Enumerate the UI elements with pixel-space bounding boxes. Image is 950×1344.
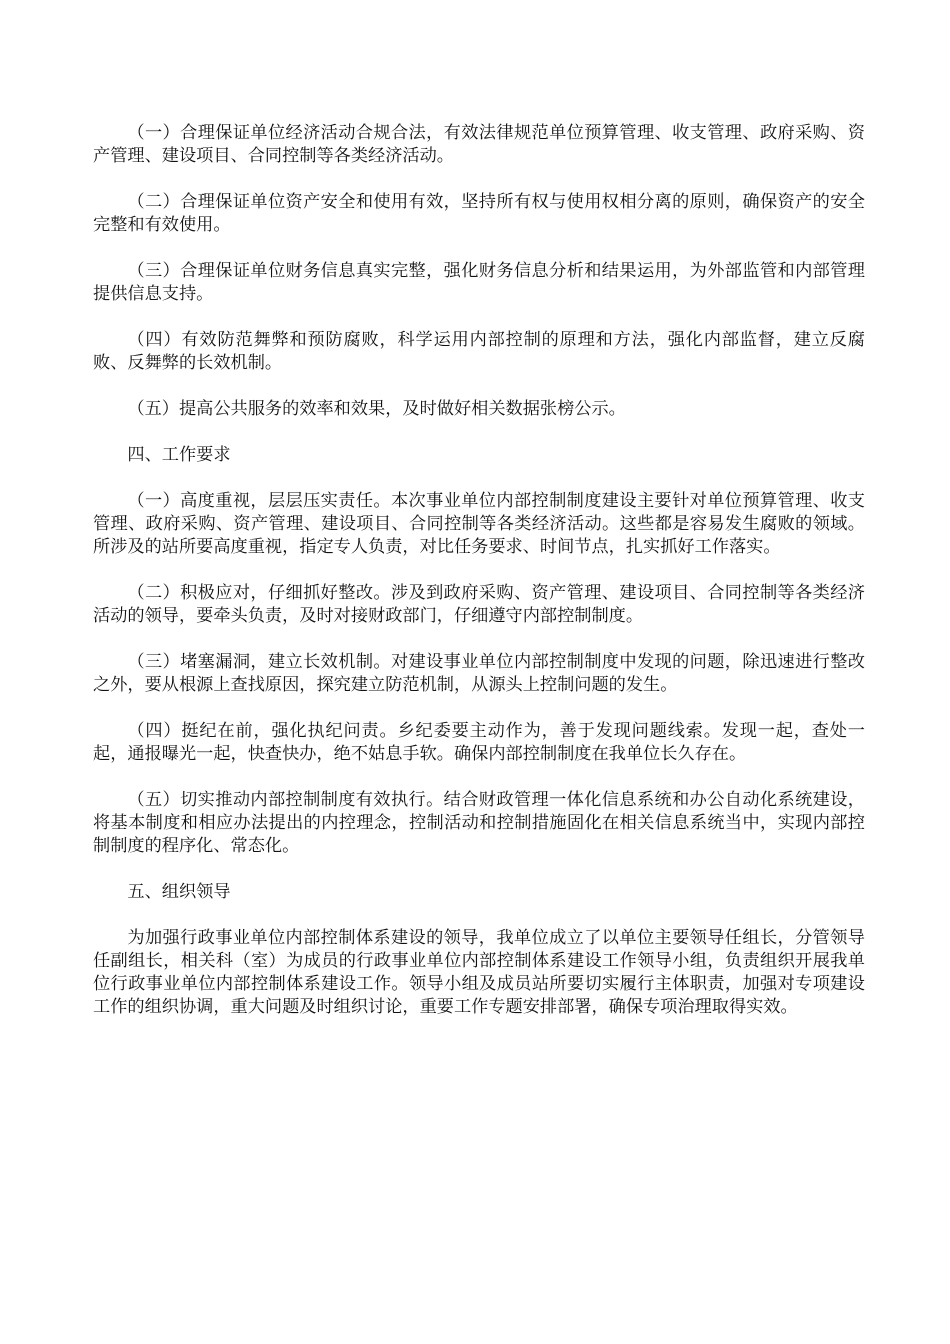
objective-4-paragraph: （四）有效防范舞弊和预防腐败，科学运用内部控制的原理和方法，强化内部监督，建立反腐败、反舞弊的长效机制。 xyxy=(93,330,865,373)
objective-5-paragraph: （五）提高公共服务的效率和效果，及时做好相关数据张榜公示。 xyxy=(127,399,626,419)
objective-3-paragraph: （三）合理保证单位财务信息真实完整，强化财务信息分析和结果运用，为外部监管和内部管理提供信息支持。 xyxy=(93,261,865,304)
requirement-1-paragraph: （一）高度重视，层层压实责任。本次事业单位内部控制制度建设主要针对单位预算管理、收支管理、政府采购、资产管理、建设项目、合同控制等各类经济活动。这些都是容易发生腐败的领域。所涉及的站所要高度重视，指定专人负责，对比任务要求、时间节点，扎实抓好工作落实。 xyxy=(93,491,865,557)
requirement-4-paragraph: （四）挺纪在前，强化执纪问责。乡纪委要主动作为，善于发现问题线索。发现一起，查处一起，通报曝光一起，快查快办，绝不姑息手软。确保内部控制制度在我单位长久存在。 xyxy=(93,721,865,764)
objective-1-paragraph: （一）合理保证单位经济活动合规合法，有效法律规范单位预算管理、收支管理、政府采购、资产管理、建设项目、合同控制等各类经济活动。 xyxy=(93,123,865,166)
requirement-5-paragraph: （五）切实推动内部控制制度有效执行。结合财政管理一体化信息系统和办公自动化系统建设，将基本制度和相应办法提出的内控理念，控制活动和控制措施固化在相关信息系统当中，实现内部控制制度的程序化、常态化。 xyxy=(93,790,865,856)
requirement-2-paragraph: （二）积极应对，仔细抓好整改。涉及到政府采购、资产管理、建设项目、合同控制等各类经济活动的领导，要牵头负责，及时对接财政部门，仔细遵守内部控制制度。 xyxy=(93,583,865,626)
section-5-heading: 五、组织领导 xyxy=(127,882,231,902)
requirement-3-paragraph: （三）堵塞漏洞，建立长效机制。对建设事业单位内部控制制度中发现的问题，除迅速进行整改之外，要从根源上查找原因，探究建立防范机制，从源头上控制问题的发生。 xyxy=(93,652,865,695)
leadership-paragraph: 为加强行政事业单位内部控制体系建设的领导，我单位成立了以单位主要领导任组长，分管领导任副组长，相关科（室）为成员的行政事业单位内部控制体系建设工作领导小组，负责组织开展我单位行政事业单位内部控制体系建设工作。领导小组及成员站所要切实履行主体职责，加强对专项建设工作的组织协调，重大问题及时组织讨论，重要工作专题安排部署，确保专项治理取得实效。 xyxy=(93,928,865,1017)
objective-2-paragraph: （二）合理保证单位资产安全和使用有效，坚持所有权与使用权相分离的原则，确保资产的安全完整和有效使用。 xyxy=(93,192,865,235)
section-4-heading: 四、工作要求 xyxy=(127,445,231,465)
document-page xyxy=(93,122,865,1042)
